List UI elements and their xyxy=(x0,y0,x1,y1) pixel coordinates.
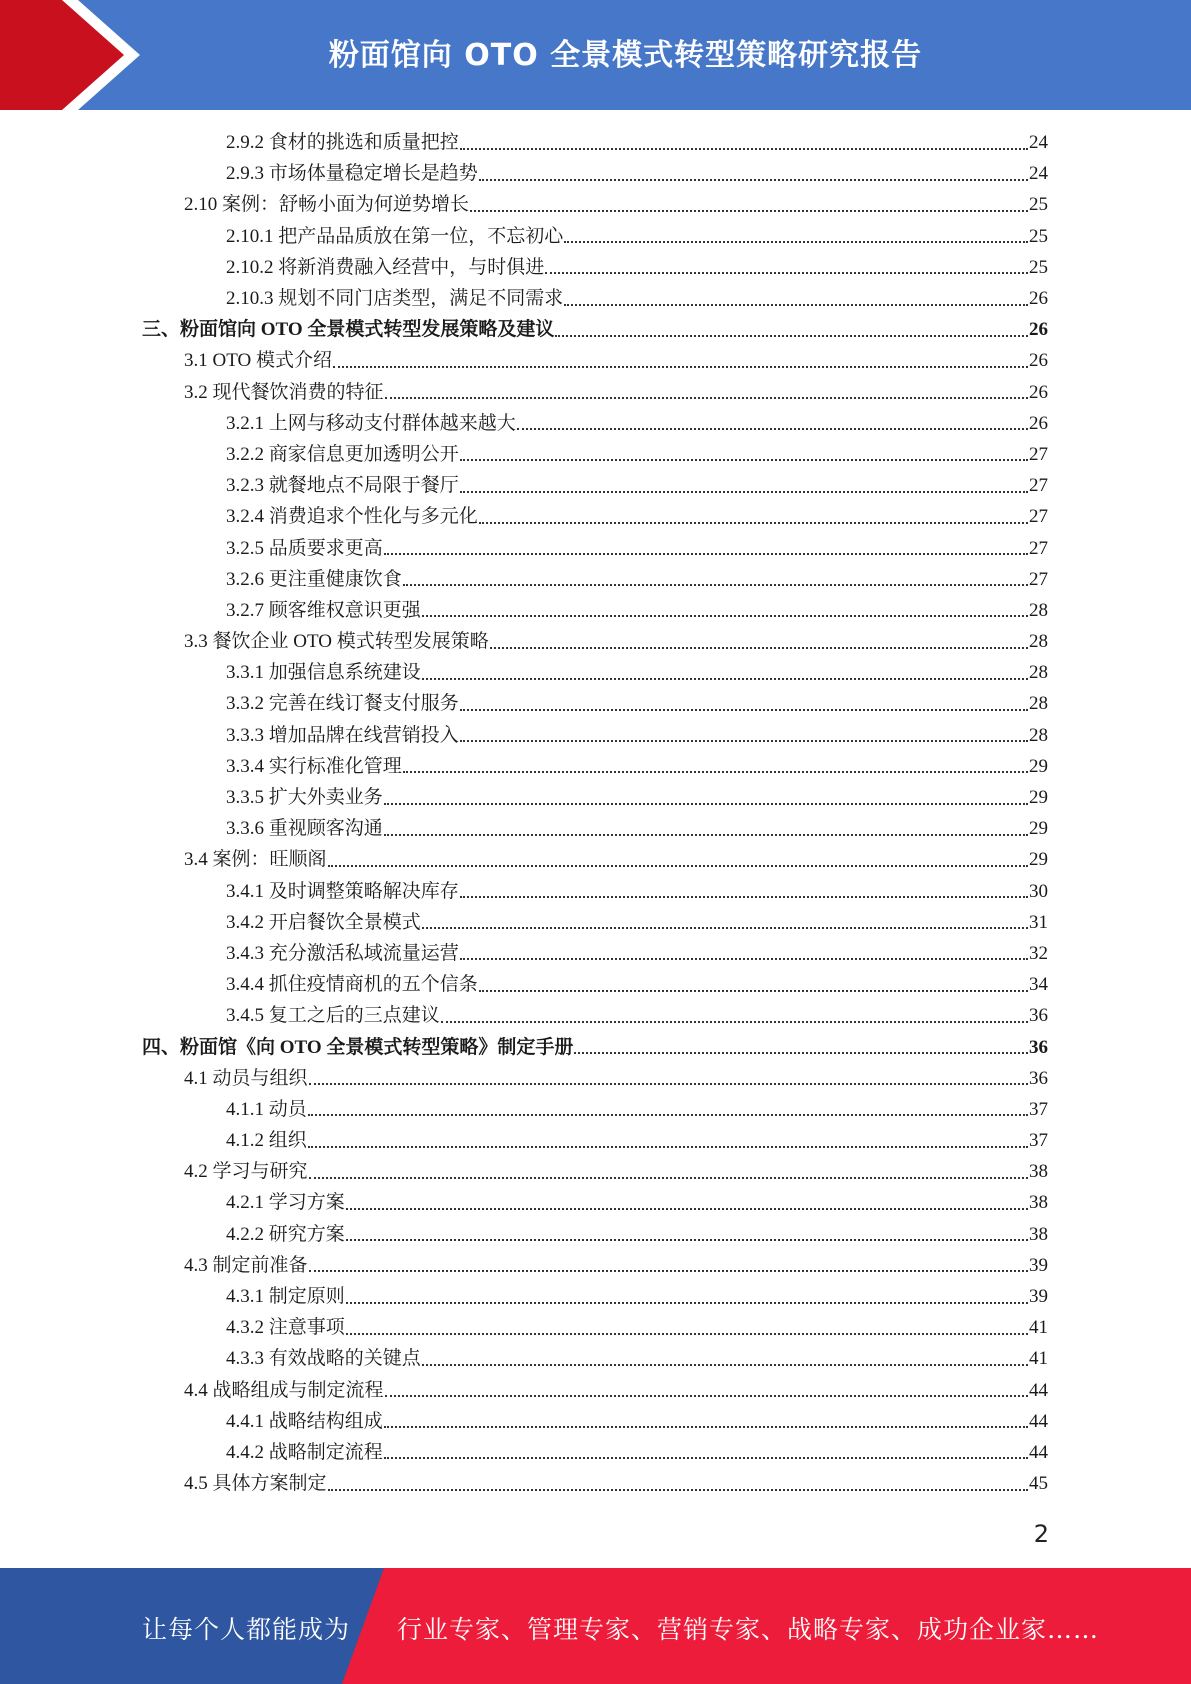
toc-entry-label: 4.2.1 学习方案 xyxy=(226,1192,345,1214)
toc-entry-label: 4.2.2 研究方案 xyxy=(226,1223,345,1245)
toc-entry-page: 38 xyxy=(1029,1192,1048,1214)
toc-dot-leader xyxy=(346,1231,1028,1241)
toc-entry-label: 3.2.2 商家信息更加透明公开 xyxy=(226,443,459,465)
toc-entry-page: 37 xyxy=(1029,1098,1048,1120)
toc-entry-label: 4.1 动员与组织 xyxy=(184,1067,308,1089)
toc-entry-label: 3.3.6 重视顾客沟通 xyxy=(226,818,383,840)
toc-dot-leader xyxy=(346,1200,1028,1210)
toc-entry-page: 44 xyxy=(1029,1441,1048,1463)
toc-entry-page: 34 xyxy=(1029,974,1048,996)
toc-entry-label: 3.4 案例：旺顺阁 xyxy=(184,849,327,871)
toc-entry-label: 4.2 学习与研究 xyxy=(184,1161,308,1183)
toc-entry[interactable] xyxy=(0,626,1191,657)
toc-entry-label: 3.2.4 消费追求个性化与多元化 xyxy=(226,506,478,528)
toc-entry-label: 4.1.1 动员 xyxy=(226,1098,307,1120)
toc-entry[interactable] xyxy=(0,595,1191,626)
toc-dot-leader xyxy=(517,420,1028,430)
toc-entry-label: 4.4.1 战略结构组成 xyxy=(226,1410,383,1432)
toc-entry-page: 26 xyxy=(1029,319,1048,341)
toc-dot-leader xyxy=(333,358,1028,368)
toc-dot-leader xyxy=(460,732,1028,742)
toc-entry-label: 3.2.7 顾客维权意识更强 xyxy=(226,599,421,621)
toc-entry[interactable] xyxy=(0,938,1191,969)
toc-entry-page: 29 xyxy=(1029,755,1048,777)
toc-entry-label: 3.2.5 品质要求更高 xyxy=(226,537,383,559)
toc-entry[interactable] xyxy=(0,1437,1191,1468)
toc-entry[interactable] xyxy=(0,532,1191,563)
toc-entry[interactable] xyxy=(0,1312,1191,1343)
toc-entry-label: 2.9.2 食材的挑选和质量把控 xyxy=(226,132,459,154)
toc-dot-leader xyxy=(422,1356,1028,1366)
table-of-contents xyxy=(0,127,1191,1499)
toc-entry-page: 41 xyxy=(1029,1317,1048,1339)
page-footer xyxy=(0,1568,1191,1684)
toc-entry-label: 4.4.2 战略制定流程 xyxy=(226,1441,383,1463)
toc-dot-leader xyxy=(479,514,1028,524)
toc-entry[interactable] xyxy=(0,782,1191,813)
toc-entry[interactable] xyxy=(0,876,1191,907)
toc-entry-label: 3.3.3 增加品牌在线营销投入 xyxy=(226,724,459,746)
toc-entry-label: 2.9.3 市场体量稳定增长是趋势 xyxy=(226,163,478,185)
toc-dot-leader xyxy=(574,1044,1028,1054)
toc-dot-leader xyxy=(545,264,1028,274)
toc-entry-page: 27 xyxy=(1029,568,1048,590)
toc-dot-leader xyxy=(460,888,1028,898)
toc-entry-page: 25 xyxy=(1029,194,1048,216)
toc-entry-label: 3.4.2 开启餐饮全景模式 xyxy=(226,911,421,933)
toc-entry[interactable] xyxy=(0,1094,1191,1125)
toc-entry-page: 29 xyxy=(1029,787,1048,809)
toc-entry-page: 25 xyxy=(1029,225,1048,247)
toc-entry-page: 44 xyxy=(1029,1379,1048,1401)
toc-entry-label: 3.2 现代餐饮消费的特征 xyxy=(184,381,384,403)
toc-entry-label: 3.4.3 充分激活私域流量运营 xyxy=(226,942,459,964)
toc-entry[interactable] xyxy=(0,1000,1191,1031)
toc-entry[interactable] xyxy=(0,1343,1191,1374)
toc-entry-page: 25 xyxy=(1029,256,1048,278)
toc-dot-leader xyxy=(403,576,1028,586)
toc-entry[interactable] xyxy=(0,127,1191,158)
toc-entry-page: 36 xyxy=(1029,1036,1048,1058)
toc-entry[interactable] xyxy=(0,813,1191,844)
page-number: 2 xyxy=(1033,1520,1049,1548)
toc-entry-label: 3.2.6 更注重健康饮食 xyxy=(226,568,402,590)
toc-entry-page: 26 xyxy=(1029,412,1048,434)
toc-entry-page: 38 xyxy=(1029,1223,1048,1245)
toc-entry-label: 4.3.1 制定原则 xyxy=(226,1286,345,1308)
toc-dot-leader xyxy=(479,982,1028,992)
toc-entry-label: 3.3.2 完善在线订餐支付服务 xyxy=(226,693,459,715)
toc-entry[interactable] xyxy=(0,439,1191,470)
toc-dot-leader xyxy=(479,171,1028,181)
toc-entry-page: 28 xyxy=(1029,693,1048,715)
toc-entry-page: 41 xyxy=(1029,1348,1048,1370)
toc-entry-label: 4.5 具体方案制定 xyxy=(184,1473,327,1495)
toc-entry-label: 2.10.2 将新消费融入经营中，与时俱进 xyxy=(226,256,545,278)
toc-entry-page: 29 xyxy=(1029,818,1048,840)
toc-entry[interactable] xyxy=(0,283,1191,314)
toc-dot-leader xyxy=(470,202,1028,212)
toc-dot-leader xyxy=(346,1325,1028,1335)
toc-entry-page: 28 xyxy=(1029,599,1048,621)
toc-entry-label: 2.10.3 规划不同门店类型，满足不同需求 xyxy=(226,288,564,310)
toc-dot-leader xyxy=(460,451,1028,461)
toc-entry-label: 4.3.3 有效战略的关键点 xyxy=(226,1348,421,1370)
toc-entry[interactable] xyxy=(0,1281,1191,1312)
toc-entry-page: 28 xyxy=(1029,631,1048,653)
toc-entry-label: 3.4.4 抓住疫情商机的五个信条 xyxy=(226,974,478,996)
toc-entry-label: 3.4.1 及时调整策略解决库存 xyxy=(226,880,459,902)
toc-dot-leader xyxy=(555,327,1028,337)
toc-entry-page: 27 xyxy=(1029,537,1048,559)
toc-dot-leader xyxy=(328,1481,1028,1491)
toc-entry-label: 四、粉面馆《向 OTO 全景模式转型策略》制定手册 xyxy=(142,1036,574,1058)
toc-entry-label: 三、粉面馆向 OTO 全景模式转型发展策略及建议 xyxy=(142,319,555,341)
toc-entry-label: 3.2.3 就餐地点不局限于餐厅 xyxy=(226,475,459,497)
toc-entry-page: 24 xyxy=(1029,163,1048,185)
toc-entry-label: 4.3 制定前准备 xyxy=(184,1254,308,1276)
toc-dot-leader xyxy=(384,795,1028,805)
toc-entry-page: 26 xyxy=(1029,288,1048,310)
toc-entry-page: 26 xyxy=(1029,381,1048,403)
toc-entry-page: 27 xyxy=(1029,475,1048,497)
toc-entry[interactable] xyxy=(0,969,1191,1000)
toc-dot-leader xyxy=(564,296,1028,306)
toc-dot-leader xyxy=(308,1138,1028,1148)
toc-entry[interactable] xyxy=(0,1468,1191,1499)
toc-entry-page: 31 xyxy=(1029,911,1048,933)
toc-entry-page: 36 xyxy=(1029,1005,1048,1027)
toc-entry-page: 45 xyxy=(1029,1473,1048,1495)
toc-entry[interactable] xyxy=(0,377,1191,408)
toc-entry-label: 3.3.5 扩大外卖业务 xyxy=(226,787,383,809)
toc-dot-leader xyxy=(384,1449,1028,1459)
report-title: 粉面馆向 OTO 全景模式转型策略研究报告 xyxy=(328,38,923,73)
toc-dot-leader xyxy=(460,701,1028,711)
toc-entry[interactable] xyxy=(0,720,1191,751)
toc-dot-leader xyxy=(384,826,1028,836)
toc-entry-page: 28 xyxy=(1029,724,1048,746)
toc-entry[interactable] xyxy=(0,1219,1191,1250)
toc-entry[interactable] xyxy=(0,408,1191,439)
toc-chapter-entry[interactable] xyxy=(0,1031,1191,1062)
toc-dot-leader xyxy=(490,639,1028,649)
toc-entry-page: 26 xyxy=(1029,350,1048,372)
toc-entry[interactable] xyxy=(0,1156,1191,1187)
toc-entry-page: 29 xyxy=(1029,849,1048,871)
toc-entry-label: 3.1 OTO 模式介绍 xyxy=(184,350,332,372)
toc-entry-page: 27 xyxy=(1029,443,1048,465)
toc-entry-label: 2.10.1 把产品品质放在第一位，不忘初心 xyxy=(226,225,564,247)
toc-entry-page: 30 xyxy=(1029,880,1048,902)
toc-entry[interactable] xyxy=(0,751,1191,782)
toc-dot-leader xyxy=(384,545,1028,555)
toc-entry-page: 32 xyxy=(1029,942,1048,964)
toc-chapter-entry[interactable] xyxy=(0,314,1191,345)
toc-entry[interactable] xyxy=(0,1406,1191,1437)
toc-entry[interactable] xyxy=(0,907,1191,938)
toc-dot-leader xyxy=(422,607,1028,617)
toc-entry[interactable] xyxy=(0,844,1191,875)
page-header xyxy=(0,0,1191,110)
toc-dot-leader xyxy=(460,140,1028,150)
toc-dot-leader xyxy=(564,233,1028,243)
toc-entry-label: 3.3.4 实行标准化管理 xyxy=(226,755,402,777)
toc-dot-leader xyxy=(309,1169,1028,1179)
toc-entry-page: 39 xyxy=(1029,1286,1048,1308)
toc-entry-page: 24 xyxy=(1029,132,1048,154)
toc-entry-page: 39 xyxy=(1029,1254,1048,1276)
toc-entry[interactable] xyxy=(0,1375,1191,1406)
toc-entry-page: 44 xyxy=(1029,1410,1048,1432)
toc-entry[interactable] xyxy=(0,158,1191,189)
toc-dot-leader xyxy=(309,1075,1028,1085)
toc-dot-leader xyxy=(308,1106,1028,1116)
toc-entry-label: 3.3.1 加强信息系统建设 xyxy=(226,662,421,684)
toc-entry-label: 2.10 案例：舒畅小面为何逆势增长 xyxy=(184,194,470,216)
footer-slogan-left: 让每个人都能成为 xyxy=(142,1615,351,1644)
toc-entry-label: 3.3 餐饮企业 OTO 模式转型发展策略 xyxy=(184,631,489,653)
toc-entry[interactable] xyxy=(0,221,1191,252)
footer-slogan-right: 行业专家、管理专家、营销专家、战略专家、成功企业家…… xyxy=(397,1615,1100,1644)
toc-entry[interactable] xyxy=(0,1063,1191,1094)
toc-entry[interactable] xyxy=(0,657,1191,688)
toc-entry[interactable] xyxy=(0,1250,1191,1281)
toc-entry-page: 38 xyxy=(1029,1161,1048,1183)
toc-entry-label: 4.1.2 组织 xyxy=(226,1130,307,1152)
toc-entry[interactable] xyxy=(0,688,1191,719)
toc-dot-leader xyxy=(422,919,1028,929)
toc-entry-page: 37 xyxy=(1029,1130,1048,1152)
toc-entry[interactable] xyxy=(0,189,1191,220)
toc-dot-leader xyxy=(328,857,1028,867)
toc-dot-leader xyxy=(460,483,1028,493)
toc-entry-label: 4.4 战略组成与制定流程 xyxy=(184,1379,384,1401)
toc-dot-leader xyxy=(384,1418,1028,1428)
toc-entry[interactable] xyxy=(0,501,1191,532)
toc-entry-page: 28 xyxy=(1029,662,1048,684)
toc-entry[interactable] xyxy=(0,470,1191,501)
toc-dot-leader xyxy=(403,763,1028,773)
toc-dot-leader xyxy=(385,389,1028,399)
toc-entry-label: 3.4.5 复工之后的三点建议 xyxy=(226,1005,440,1027)
toc-entry[interactable] xyxy=(0,1187,1191,1218)
toc-dot-leader xyxy=(385,1387,1028,1397)
toc-dot-leader xyxy=(441,1013,1028,1023)
toc-entry-label: 3.2.1 上网与移动支付群体越来越大 xyxy=(226,412,516,434)
toc-entry-page: 27 xyxy=(1029,506,1048,528)
toc-entry[interactable] xyxy=(0,345,1191,376)
toc-entry[interactable] xyxy=(0,1125,1191,1156)
toc-dot-leader xyxy=(460,950,1028,960)
toc-entry-page: 36 xyxy=(1029,1067,1048,1089)
toc-dot-leader xyxy=(309,1262,1028,1272)
toc-entry[interactable] xyxy=(0,564,1191,595)
toc-dot-leader xyxy=(346,1294,1028,1304)
toc-dot-leader xyxy=(422,670,1028,680)
toc-entry-label: 4.3.2 注意事项 xyxy=(226,1317,345,1339)
toc-entry[interactable] xyxy=(0,252,1191,283)
